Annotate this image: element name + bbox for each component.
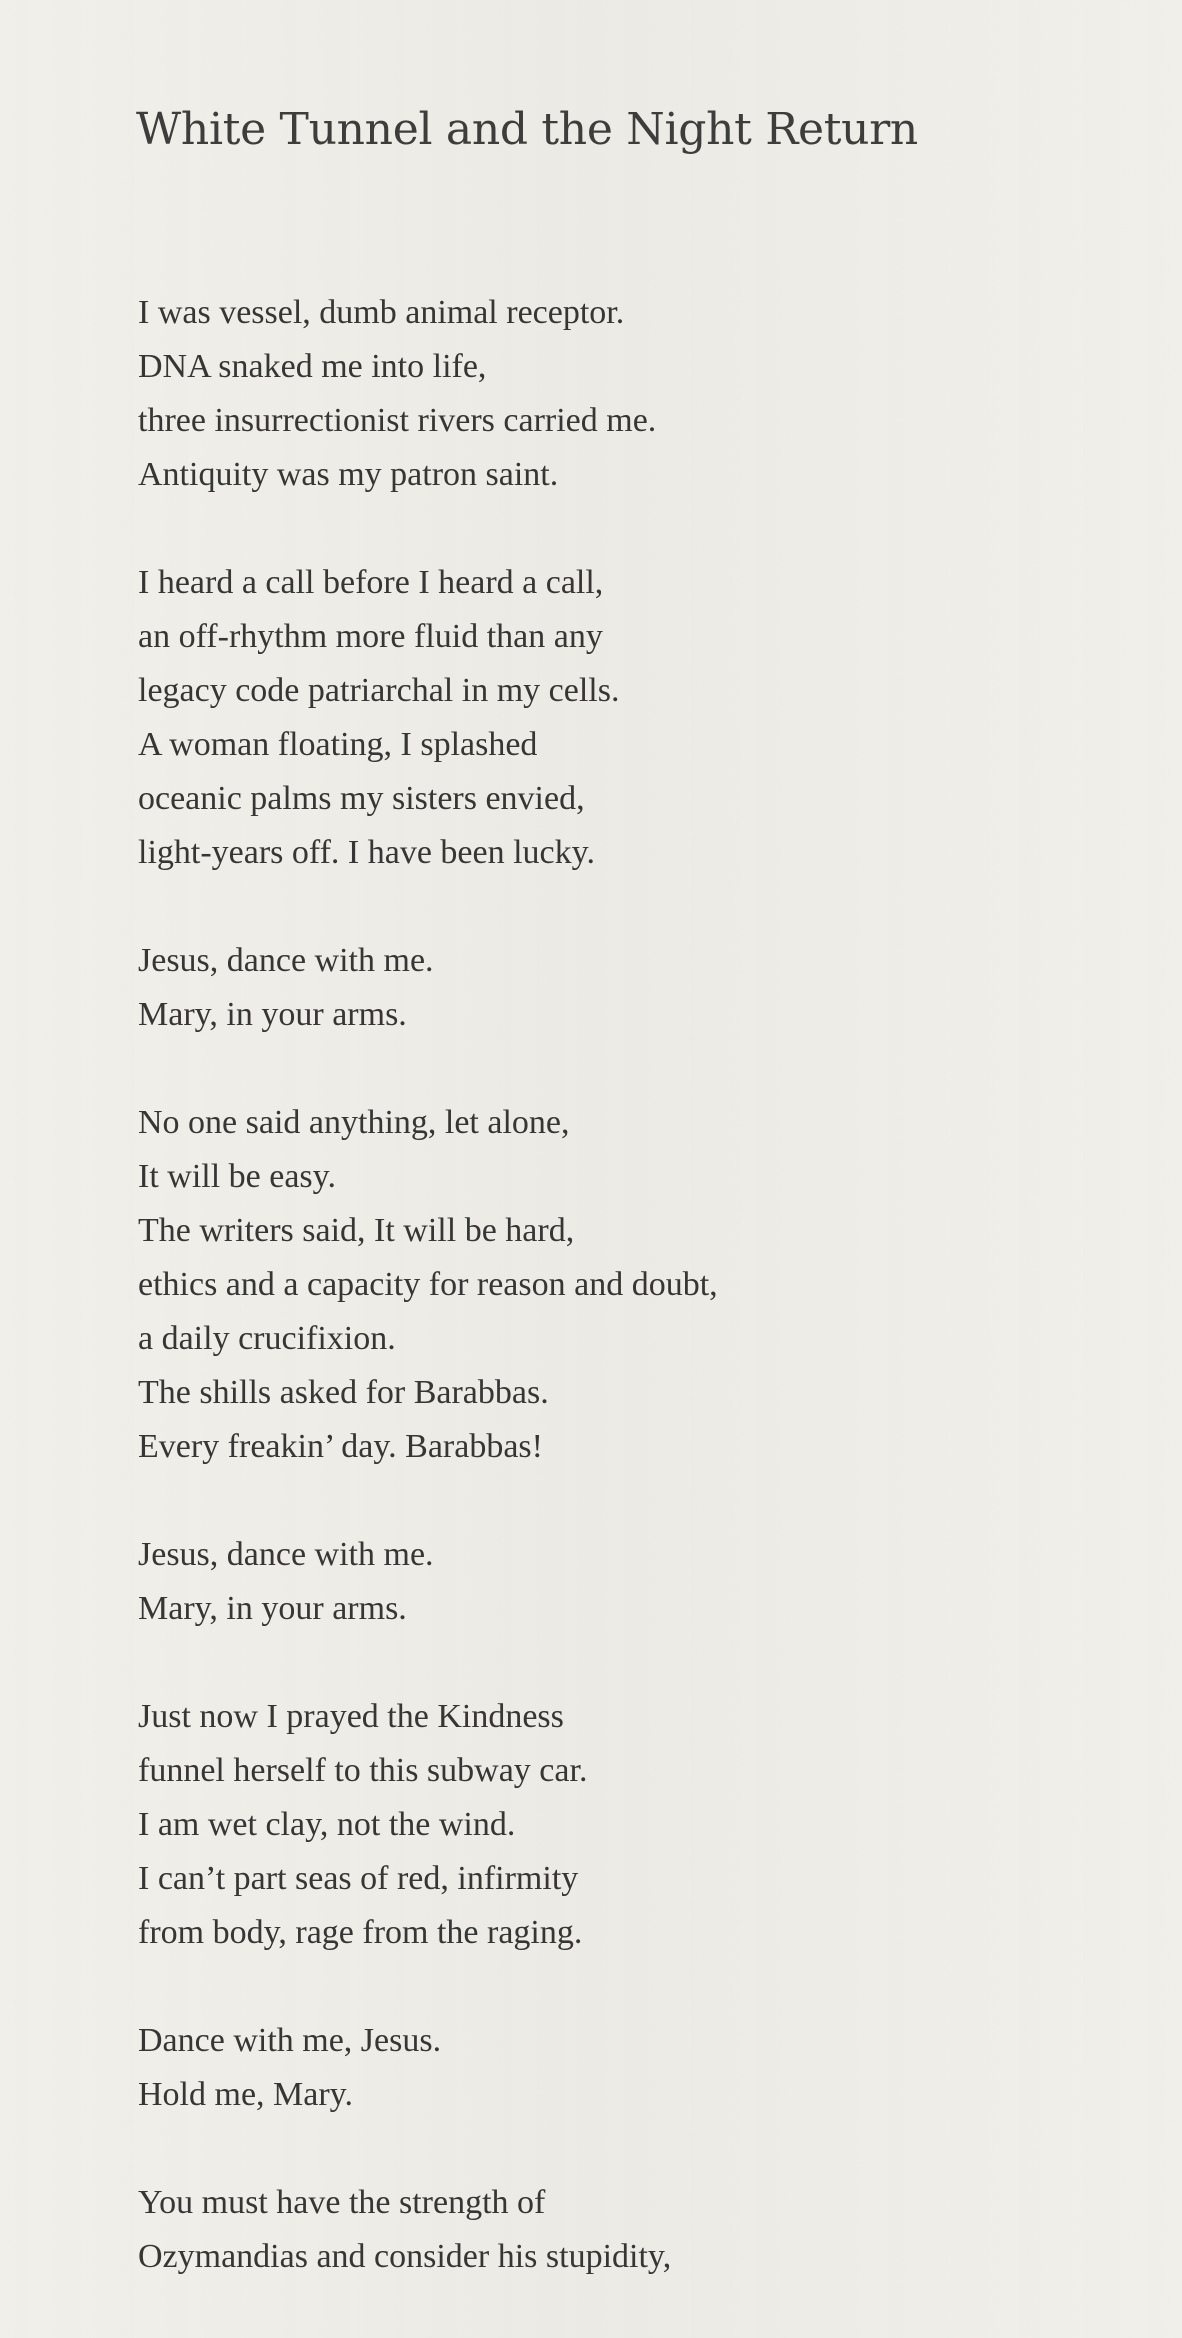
- poem-line: ethics and a capacity for reason and doubt,: [138, 1266, 718, 1303]
- poem-line: I was vessel, dumb animal receptor.: [138, 294, 625, 331]
- stanza-7-refrain: [138, 2014, 1038, 2122]
- poem-line: an off-rhythm more fluid than any: [138, 618, 603, 655]
- poem-line: a daily crucifixion.: [138, 1320, 396, 1357]
- stanza-3-refrain: [138, 934, 1038, 1042]
- poem-line: light-years off. I have been lucky.: [138, 834, 595, 871]
- poem-line: funnel herself to this subway car.: [138, 1752, 588, 1789]
- stanza-1: [138, 286, 1038, 502]
- stanza-2: [138, 556, 1038, 880]
- poem-line: three insurrectionist rivers carried me.: [138, 402, 657, 439]
- poem-line: The shills asked for Barabbas.: [138, 1374, 549, 1411]
- poem-line: It will be easy.: [138, 1158, 336, 1195]
- poem-line: Mary, in your arms.: [138, 996, 407, 1033]
- poem-line: Dance with me, Jesus.: [138, 2022, 442, 2059]
- poem-line: oceanic palms my sisters envied,: [138, 780, 585, 817]
- poem-line: No one said anything, let alone,: [138, 1104, 570, 1141]
- poem-line: Hold me, Mary.: [138, 2076, 353, 2113]
- poem-line: Every freakin’ day. Barabbas!: [138, 1428, 543, 1465]
- poem-title: White Tunnel and the Night Return: [136, 104, 918, 155]
- poem-line: You must have the strength of: [138, 2184, 546, 2221]
- poem-line: Jesus, dance with me.: [138, 942, 434, 979]
- poem-line: Jesus, dance with me.: [138, 1536, 434, 1573]
- poem-line: The writers said, It will be hard,: [138, 1212, 575, 1249]
- stanza-4: [138, 1096, 1038, 1474]
- stanza-6: [138, 1690, 1038, 1960]
- poem-line: I heard a call before I heard a call,: [138, 564, 604, 601]
- poem-line: DNA snaked me into life,: [138, 348, 487, 385]
- poem-line: Just now I prayed the Kindness: [138, 1698, 564, 1735]
- stanza-5-refrain: [138, 1528, 1038, 1636]
- poem-line: legacy code patriarchal in my cells.: [138, 672, 620, 709]
- poem-line: I can’t part seas of red, infirmity: [138, 1860, 579, 1897]
- poem-line: Ozymandias and consider his stupidity,: [138, 2238, 672, 2275]
- poem-body: [138, 286, 1038, 2338]
- poem-line: A woman floating, I splashed: [138, 726, 538, 763]
- poem-line: I am wet clay, not the wind.: [138, 1806, 516, 1843]
- poem-line: Antiquity was my patron saint.: [138, 456, 559, 493]
- poem-line: from body, rage from the raging.: [138, 1914, 583, 1951]
- poem-line: Mary, in your arms.: [138, 1590, 407, 1627]
- stanza-8: [138, 2176, 1038, 2284]
